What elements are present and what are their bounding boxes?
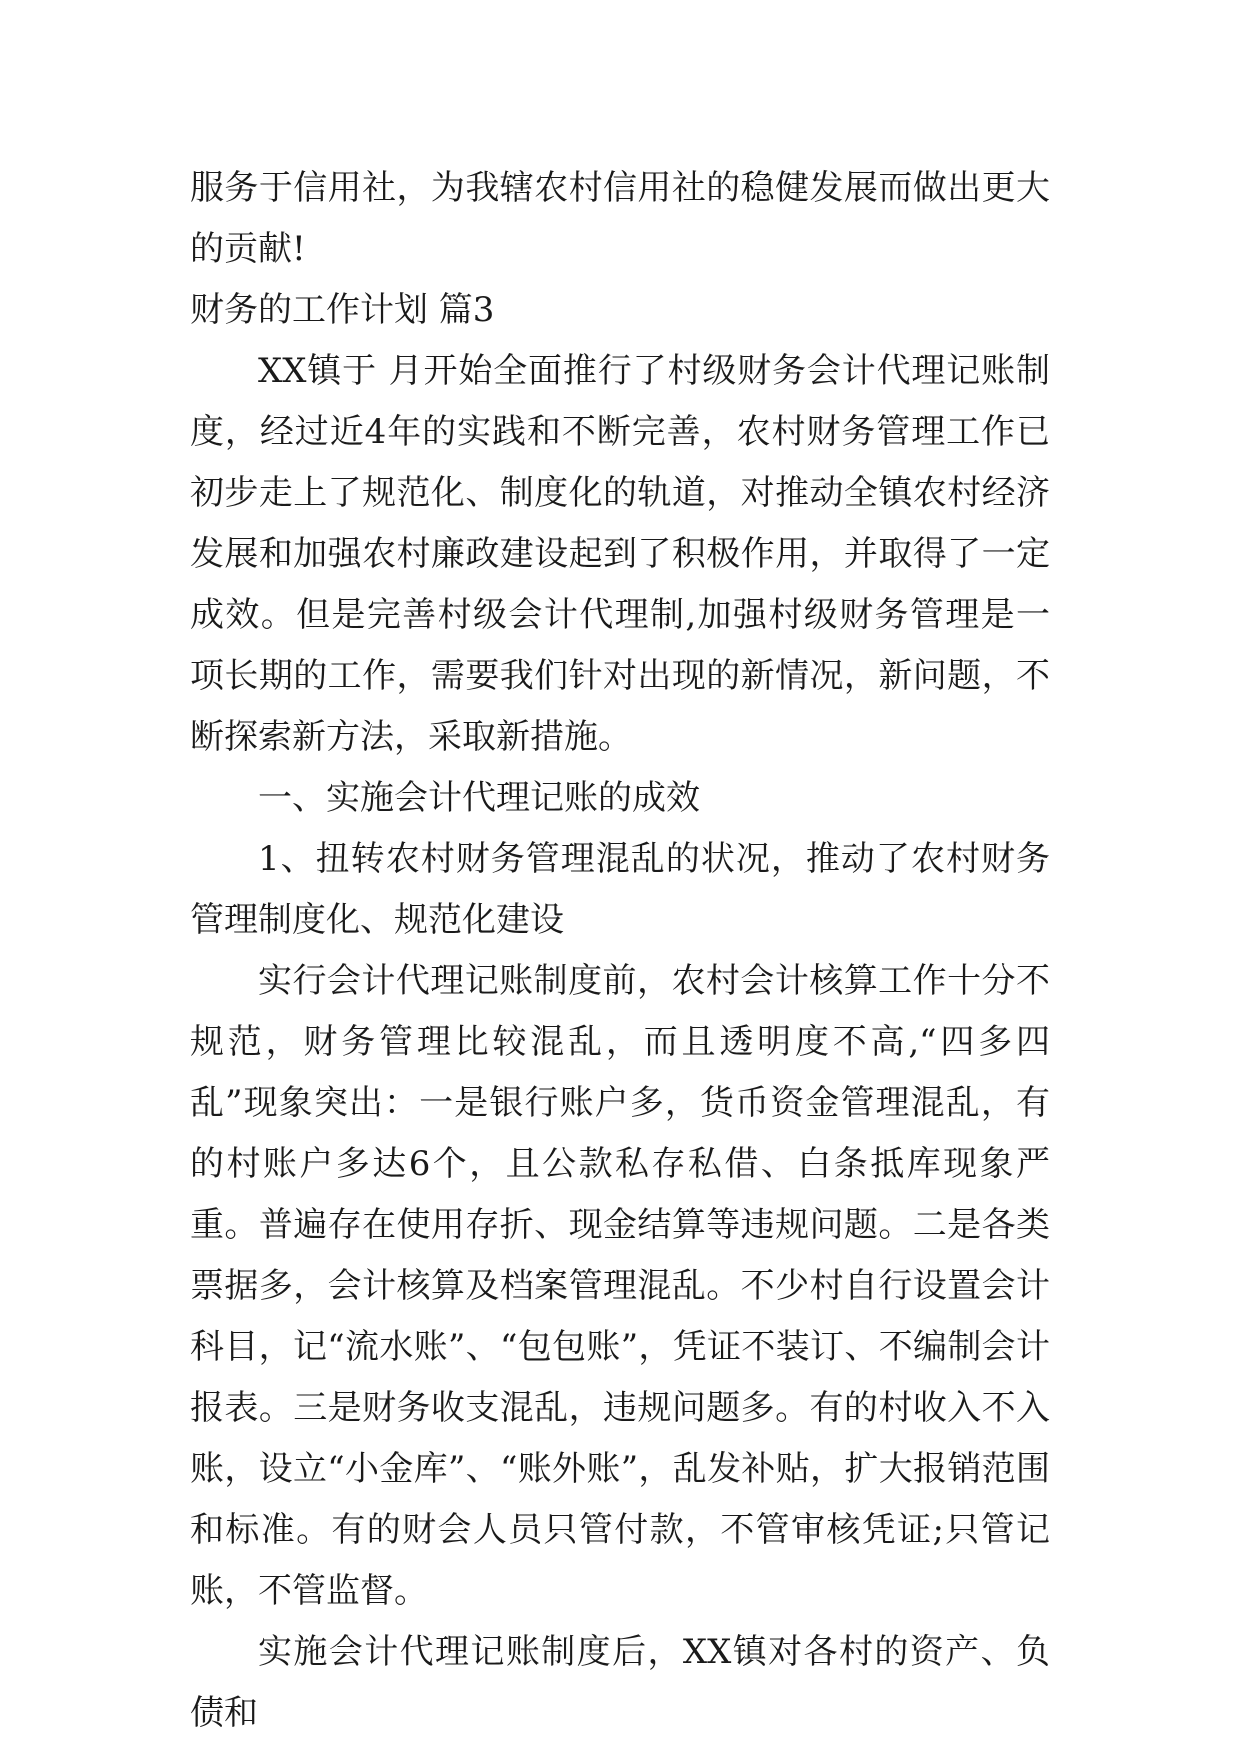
paragraph-before-reform: 实行会计代理记账制度前，农村会计核算工作十分不规范，财务管理比较混乱，而且透明度不高,“四多四乱”现象突出：一是银行账户多，货币资金管理混乱，有的村账户多达6个，且公款私存私借、白条抵库现象严重。普遍存在使用存折、现金结算等违规问题。二是各类票据多，会计核算及档案管理混乱。不少村自行设置会计科目，记“流水账”、“包包账”，凭证不装订、不编制会计报表。三是财务收支混乱，违规问题多。有的村收入不入账，设立“小金库”、“账外账”，乱发补贴，扩大报销范围和标准。有的财会人员只管付款，不管审核凭证;只管记账，不管监督。 (190, 961, 1050, 1611)
paragraph-intro: XX镇于 月开始全面推行了村级财务会计代理记账制度，经过近4年的实践和不断完善，农村财务管理工作已初步走上了规范化、制度化的轨道，对推动全镇农村经济发展和加强农村廉政建设起到了积极作用，并取得了一定成效。但是完善村级会计代理制,加强村级财务管理是一项长期的工作，需要我们针对出现的新情况，新问题，不断探索新方法，采取新措施。 (190, 351, 1050, 757)
subheading-achievements: 一、实施会计代理记账的成效 (258, 778, 700, 818)
paragraph-after-reform: 实施会计代理记账制度后，XX镇对各村的资产、负债和 (190, 1632, 1050, 1733)
document-body (190, 158, 1050, 1744)
section-title: 财务的工作计划 篇3 (190, 290, 495, 330)
subheading-point-1: 1、扭转农村财务管理混乱的状况，推动了农村财务管理制度化、规范化建设 (190, 839, 1050, 940)
paragraph-continuation: 服务于信用社，为我辖农村信用社的稳健发展而做出更大的贡献! (190, 168, 1050, 269)
